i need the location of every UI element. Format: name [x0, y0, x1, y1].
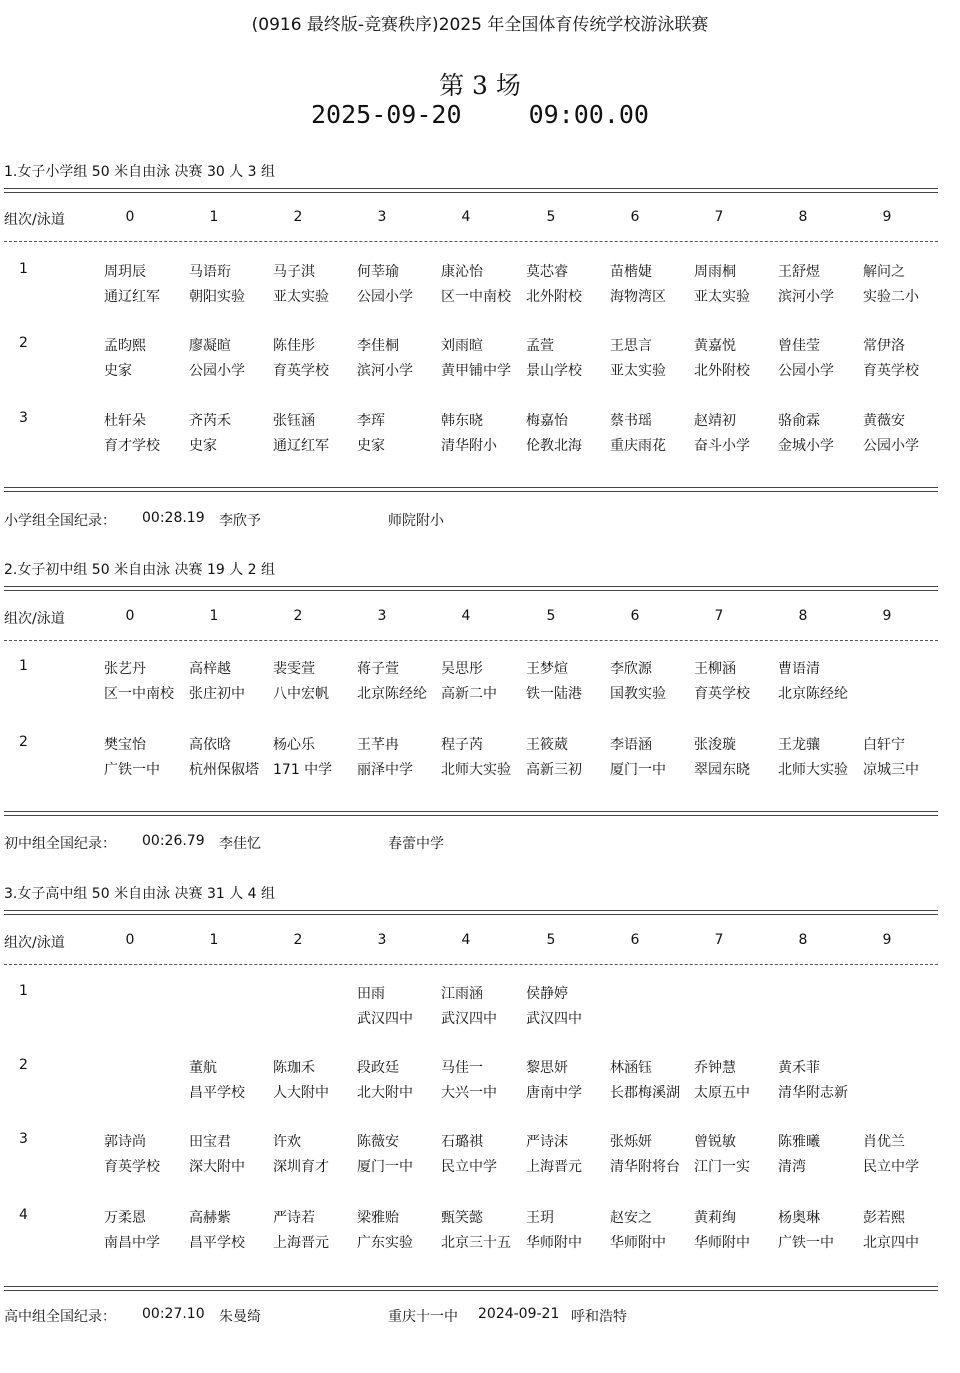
- swimmer-team: 太原五中: [694, 1085, 750, 1101]
- swimmer-team: 南昌中学: [104, 1235, 160, 1251]
- swimmer-name: 赵安之: [610, 1210, 652, 1226]
- swimmer-name: 骆俞霖: [778, 413, 820, 429]
- swimmer-team: 厦门一中: [610, 762, 666, 778]
- swimmer-name: 莫芯睿: [526, 264, 568, 280]
- swimmer-name: 石璐祺: [441, 1134, 483, 1150]
- swimmer-team: 广铁一中: [778, 1235, 834, 1251]
- swimmer-team: 清湾: [778, 1159, 806, 1175]
- swimmer-team: 深大附中: [189, 1159, 245, 1175]
- heat-number: 1: [19, 983, 28, 999]
- header-label: 组次/泳道: [4, 611, 65, 627]
- record-holder: 李佳忆: [219, 836, 261, 852]
- record-place: 呼和浩特: [571, 1309, 627, 1325]
- record-holder: 李欣予: [219, 513, 261, 529]
- lane-header: 3: [377, 209, 387, 225]
- swimmer-name: 李佳桐: [357, 338, 399, 354]
- swimmer-name: 李语涵: [610, 737, 652, 753]
- swimmer-name: 黄禾菲: [778, 1060, 820, 1076]
- swimmer-name: 陈珈禾: [273, 1060, 315, 1076]
- swimmer-name: 马子淇: [273, 264, 315, 280]
- lane-header: 7: [714, 608, 724, 624]
- lane-header: 6: [630, 209, 640, 225]
- swimmer-name: 吴思彤: [441, 661, 483, 677]
- document-title: (0916 最终版-竞赛秩序)2025 年全国体育传统学校游泳联赛: [251, 15, 709, 35]
- heat-number: 1: [19, 261, 28, 277]
- swimmer-team: 八中宏帆: [273, 686, 329, 702]
- record-label: 高中组全国纪录：: [4, 1309, 116, 1325]
- swimmer-team: 张庄初中: [189, 686, 245, 702]
- record-label: 初中组全国纪录：: [4, 836, 116, 852]
- swimmer-name: 田雨: [357, 986, 385, 1002]
- lane-header: 0: [125, 932, 135, 948]
- swimmer-team: 武汉四中: [357, 1011, 413, 1027]
- record-team: 师院附小: [388, 513, 444, 529]
- swimmer-team: 杭州保俶塔: [189, 762, 259, 778]
- swimmer-name: 乔钟慧: [694, 1060, 736, 1076]
- swimmer-team: 史家: [104, 363, 132, 379]
- swimmer-team: 北京四中: [863, 1235, 919, 1251]
- swimmer-name: 樊宝怡: [104, 737, 146, 753]
- swimmer-name: 张烁妍: [610, 1134, 652, 1150]
- swimmer-name: 郭诗尚: [104, 1134, 146, 1150]
- swimmer-name: 王思言: [610, 338, 652, 354]
- double-rule-bottom: [4, 811, 938, 816]
- swimmer-name: 王筱葳: [526, 737, 568, 753]
- session-title: 第 3 场: [439, 71, 521, 100]
- session-date: 2025-09-20: [311, 100, 462, 129]
- swimmer-team: 北外附校: [526, 289, 582, 305]
- swimmer-name: 马语珩: [189, 264, 231, 280]
- swimmer-name: 侯静婷: [526, 986, 568, 1002]
- dashed-rule: [4, 640, 938, 641]
- record-holder: 朱曼绮: [219, 1309, 261, 1325]
- swimmer-name: 万柔恩: [104, 1210, 146, 1226]
- swimmer-name: 肖优兰: [863, 1134, 905, 1150]
- swimmer-team: 实验二小: [863, 289, 919, 305]
- swimmer-team: 滨河小学: [778, 289, 834, 305]
- swimmer-team: 北京三十五: [441, 1235, 511, 1251]
- swimmer-team: 北师大实验: [778, 762, 848, 778]
- swimmer-team: 朝阳实验: [189, 289, 245, 305]
- record-time: 00:28.19: [142, 510, 205, 526]
- double-rule-top: [4, 910, 938, 915]
- heat-number: 2: [19, 734, 28, 750]
- lane-header: 4: [461, 209, 471, 225]
- swimmer-name: 蔡书瑶: [610, 413, 652, 429]
- swimmer-name: 黄莉绚: [694, 1210, 736, 1226]
- swimmer-team: 清华附小: [441, 438, 497, 454]
- swimmer-team: 华师附中: [610, 1235, 666, 1251]
- swimmer-name: 解问之: [863, 264, 905, 280]
- double-rule-bottom: [4, 1286, 938, 1291]
- swimmer-name: 黎思妍: [526, 1060, 568, 1076]
- swimmer-team: 高新二中: [441, 686, 497, 702]
- swimmer-team: 上海晋元: [526, 1159, 582, 1175]
- swimmer-name: 曾佳莹: [778, 338, 820, 354]
- swimmer-team: 滨河小学: [357, 363, 413, 379]
- swimmer-team: 北京陈经纶: [357, 686, 427, 702]
- swimmer-team: 北师大实验: [441, 762, 511, 778]
- swimmer-name: 李欣源: [610, 661, 652, 677]
- record-time: 00:26.79: [142, 833, 205, 849]
- swimmer-name: 陈薇安: [357, 1134, 399, 1150]
- swimmer-name: 齐芮禾: [189, 413, 231, 429]
- lane-header: 9: [882, 608, 892, 624]
- swimmer-team: 北外附校: [694, 363, 750, 379]
- swimmer-name: 严诗若: [273, 1210, 315, 1226]
- lane-header: 1: [209, 608, 219, 624]
- lane-header: 9: [882, 932, 892, 948]
- lane-header: 2: [293, 209, 303, 225]
- swimmer-name: 曹语清: [778, 661, 820, 677]
- swimmer-name: 孟昀熙: [104, 338, 146, 354]
- swimmer-team: 金城小学: [778, 438, 834, 454]
- double-rule-top: [4, 188, 938, 193]
- lane-header: 0: [125, 608, 135, 624]
- lane-header: 7: [714, 932, 724, 948]
- event-title: 1.女子小学组 50 米自由泳 决赛 30 人 3 组: [4, 164, 276, 180]
- swimmer-name: 黄嘉悦: [694, 338, 736, 354]
- header-label: 组次/泳道: [4, 212, 65, 228]
- swimmer-team: 大兴一中: [441, 1085, 497, 1101]
- swimmer-name: 苗楷婕: [610, 264, 652, 280]
- dashed-rule: [4, 964, 938, 965]
- double-rule-top: [4, 586, 938, 591]
- swimmer-name: 陈雅曦: [778, 1134, 820, 1150]
- swimmer-team: 黄甲铺中学: [441, 363, 511, 379]
- lane-header: 4: [461, 608, 471, 624]
- swimmer-team: 史家: [357, 438, 385, 454]
- swimmer-name: 张浚璇: [694, 737, 736, 753]
- swimmer-name: 彭若熙: [863, 1210, 905, 1226]
- swimmer-name: 何莘瑜: [357, 264, 399, 280]
- swimmer-team: 丽泽中学: [357, 762, 413, 778]
- swimmer-team: 育英学校: [863, 363, 919, 379]
- swimmer-team: 育英学校: [694, 686, 750, 702]
- record-team: 春蕾中学: [388, 836, 444, 852]
- swimmer-name: 刘雨暄: [441, 338, 483, 354]
- heat-number: 1: [19, 658, 28, 674]
- swimmer-team: 北京陈经纶: [778, 686, 848, 702]
- swimmer-team: 公园小学: [357, 289, 413, 305]
- swimmer-team: 民立中学: [441, 1159, 497, 1175]
- swimmer-name: 王梦煊: [526, 661, 568, 677]
- swimmer-team: 北大附中: [357, 1085, 413, 1101]
- swimmer-name: 董航: [189, 1060, 217, 1076]
- swimmer-name: 杨奥琳: [778, 1210, 820, 1226]
- swimmer-team: 景山学校: [526, 363, 582, 379]
- swimmer-name: 杜轩朵: [104, 413, 146, 429]
- lane-header: 8: [798, 932, 808, 948]
- swimmer-team: 奋斗小学: [694, 438, 750, 454]
- lane-header: 3: [377, 932, 387, 948]
- record-time: 00:27.10: [142, 1306, 205, 1322]
- swimmer-team: 厦门一中: [357, 1159, 413, 1175]
- swimmer-team: 清华附将台: [610, 1159, 680, 1175]
- dashed-rule: [4, 241, 938, 242]
- swimmer-team: 翠园东晓: [694, 762, 750, 778]
- swimmer-name: 王舒煜: [778, 264, 820, 280]
- swimmer-name: 许欢: [273, 1134, 301, 1150]
- event-title: 3.女子高中组 50 米自由泳 决赛 31 人 4 组: [4, 886, 276, 902]
- record-team: 重庆十一中: [388, 1309, 458, 1325]
- swimmer-team: 唐南中学: [526, 1085, 582, 1101]
- swimmer-team: 区一中南校: [441, 289, 511, 305]
- swimmer-team: 育英学校: [273, 363, 329, 379]
- lane-header: 2: [293, 932, 303, 948]
- swimmer-team: 清华附志新: [778, 1085, 848, 1101]
- swimmer-team: 广东实验: [357, 1235, 413, 1251]
- heat-number: 3: [19, 410, 28, 426]
- swimmer-team: 人大附中: [273, 1085, 329, 1101]
- swimmer-team: 华师附中: [526, 1235, 582, 1251]
- swimmer-name: 高梓越: [189, 661, 231, 677]
- swimmer-team: 区一中南校: [104, 686, 174, 702]
- double-rule-bottom: [4, 487, 938, 492]
- swimmer-team: 昌平学校: [189, 1235, 245, 1251]
- swimmer-name: 蒋子萱: [357, 661, 399, 677]
- swimmer-team: 育才学校: [104, 438, 160, 454]
- swimmer-team: 上海晋元: [273, 1235, 329, 1251]
- swimmer-name: 曾锐敏: [694, 1134, 736, 1150]
- swimmer-team: 华师附中: [694, 1235, 750, 1251]
- lane-header: 1: [209, 209, 219, 225]
- lane-header: 1: [209, 932, 219, 948]
- swimmer-team: 武汉四中: [441, 1011, 497, 1027]
- swimmer-team: 铁一陆港: [526, 686, 582, 702]
- swimmer-name: 赵靖初: [694, 413, 736, 429]
- swimmer-team: 171 中学: [273, 762, 333, 778]
- heat-number: 3: [19, 1131, 28, 1147]
- lane-header: 5: [546, 209, 556, 225]
- swimmer-name: 白轩宁: [863, 737, 905, 753]
- swimmer-name: 韩东晓: [441, 413, 483, 429]
- swimmer-team: 亚太实验: [610, 363, 666, 379]
- swimmer-team: 亚太实验: [273, 289, 329, 305]
- swimmer-team: 民立中学: [863, 1159, 919, 1175]
- swimmer-name: 黄薇安: [863, 413, 905, 429]
- lane-header: 8: [798, 608, 808, 624]
- record-label: 小学组全国纪录：: [4, 513, 116, 529]
- swimmer-name: 高赫紫: [189, 1210, 231, 1226]
- swimmer-team: 亚太实验: [694, 289, 750, 305]
- swimmer-name: 王芊冉: [357, 737, 399, 753]
- swimmer-team: 广铁一中: [104, 762, 160, 778]
- swimmer-team: 公园小学: [189, 363, 245, 379]
- swimmer-name: 周玥辰: [104, 264, 146, 280]
- heat-number: 2: [19, 335, 28, 351]
- swimmer-team: 凉城三中: [863, 762, 919, 778]
- swimmer-team: 海物湾区: [610, 289, 666, 305]
- swimmer-team: 国教实验: [610, 686, 666, 702]
- lane-header: 5: [546, 608, 556, 624]
- swimmer-name: 程子芮: [441, 737, 483, 753]
- swimmer-team: 公园小学: [778, 363, 834, 379]
- swimmer-name: 王柳涵: [694, 661, 736, 677]
- swimmer-name: 高依晗: [189, 737, 231, 753]
- swimmer-name: 康沁怡: [441, 264, 483, 280]
- event-title: 2.女子初中组 50 米自由泳 决赛 19 人 2 组: [4, 562, 276, 578]
- lane-header: 3: [377, 608, 387, 624]
- lane-header: 7: [714, 209, 724, 225]
- swimmer-team: 通辽红军: [273, 438, 329, 454]
- swimmer-name: 张钰涵: [273, 413, 315, 429]
- swimmer-team: 长郡梅溪湖: [610, 1085, 680, 1101]
- swimmer-name: 江雨涵: [441, 986, 483, 1002]
- swimmer-team: 深圳育才: [273, 1159, 329, 1175]
- swimmer-name: 张艺丹: [104, 661, 146, 677]
- lane-header: 6: [630, 932, 640, 948]
- swimmer-team: 伦教北海: [526, 438, 582, 454]
- swimmer-name: 裴雯萱: [273, 661, 315, 677]
- swimmer-name: 梁雅贻: [357, 1210, 399, 1226]
- swimmer-name: 段政廷: [357, 1060, 399, 1076]
- swimmer-name: 王玥: [526, 1210, 554, 1226]
- lane-header: 5: [546, 932, 556, 948]
- heat-number: 2: [19, 1057, 28, 1073]
- swimmer-team: 育英学校: [104, 1159, 160, 1175]
- swimmer-name: 廖凝暄: [189, 338, 231, 354]
- swimmer-name: 王龙骧: [778, 737, 820, 753]
- swimmer-team: 江门一实: [694, 1159, 750, 1175]
- swimmer-name: 陈佳彤: [273, 338, 315, 354]
- swimmer-team: 昌平学校: [189, 1085, 245, 1101]
- lane-header: 2: [293, 608, 303, 624]
- record-date: 2024-09-21: [478, 1306, 560, 1322]
- swimmer-name: 林涵钰: [610, 1060, 652, 1076]
- swimmer-team: 公园小学: [863, 438, 919, 454]
- heat-number: 4: [19, 1207, 28, 1223]
- swimmer-name: 李珲: [357, 413, 385, 429]
- swimmer-name: 马佳一: [441, 1060, 483, 1076]
- swimmer-name: 田宝君: [189, 1134, 231, 1150]
- lane-header: 6: [630, 608, 640, 624]
- swimmer-team: 史家: [189, 438, 217, 454]
- swimmer-name: 常伊洛: [863, 338, 905, 354]
- swimmer-team: 高新三初: [526, 762, 582, 778]
- lane-header: 0: [125, 209, 135, 225]
- lane-header: 8: [798, 209, 808, 225]
- session-time: 09:00.00: [528, 100, 649, 129]
- swimmer-name: 孟萱: [526, 338, 554, 354]
- swimmer-name: 梅嘉怡: [526, 413, 568, 429]
- swimmer-name: 周雨桐: [694, 264, 736, 280]
- header-label: 组次/泳道: [4, 935, 65, 951]
- swimmer-team: 重庆雨花: [610, 438, 666, 454]
- session-datetime: [0, 100, 960, 129]
- swimmer-team: 武汉四中: [526, 1011, 582, 1027]
- lane-header: 9: [882, 209, 892, 225]
- swimmer-name: 严诗沫: [526, 1134, 568, 1150]
- swimmer-name: 杨心乐: [273, 737, 315, 753]
- swimmer-team: 通辽红军: [104, 289, 160, 305]
- swimmer-name: 甄笑懿: [441, 1210, 483, 1226]
- lane-header: 4: [461, 932, 471, 948]
